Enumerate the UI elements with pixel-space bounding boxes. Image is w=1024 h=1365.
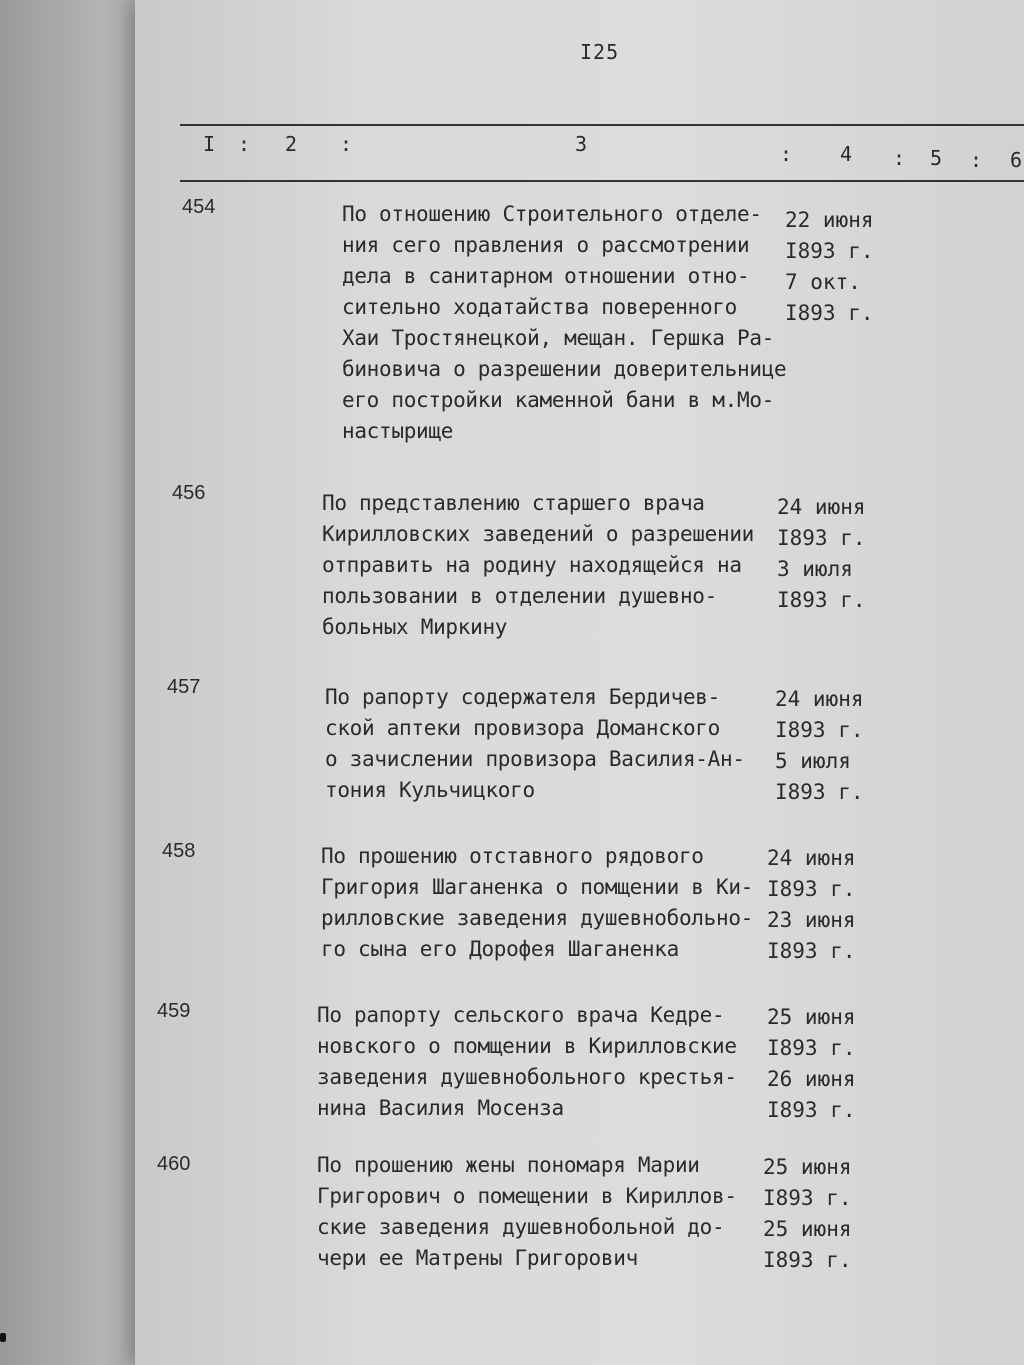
- entry-number: 460: [157, 1153, 191, 1175]
- entry-dates: 24 июня I893 г. 3 июля I893 г.: [777, 495, 866, 612]
- column-header-2: 2: [285, 132, 298, 156]
- column-separator: :: [780, 142, 793, 166]
- header-rule-top: [180, 124, 1024, 126]
- column-separator: :: [893, 146, 906, 170]
- column-header-5: 5: [930, 146, 943, 170]
- column-separator: :: [238, 132, 251, 156]
- entry-number: 458: [162, 840, 196, 862]
- entry-dates: 24 июня I893 г. 23 июня I893 г.: [767, 846, 856, 963]
- entry-description: По представлению старшего врача Кирилловских заведений о разрешении отправить на родину находящейся на пользовании в отделении душевно- больных Миркину: [322, 491, 755, 639]
- entry-number: 459: [157, 1000, 191, 1022]
- entry-description: По отношению Строительного отделе- ния сего правления о рассмотрении дела в санитарном отношении отно- сительно ходатайства поверенного Хаи Тростянецкой, мещан. Гершка Ра- биновича о разрешении доверительнице его постройки каменной бани в м.Мо- настырище: [342, 202, 787, 443]
- document-page: [135, 0, 1024, 1365]
- entry-number: 456: [172, 482, 206, 504]
- entry-description: По прошению отставного рядового Григория Шаганенка о помщении в Ки- рилловские заведения душевнобольно- го сына его Дорофея Шаганенка: [321, 844, 754, 961]
- entry-dates: 25 июня I893 г. 25 июня I893 г.: [763, 1155, 852, 1272]
- entry-dates: 22 июня I893 г. 7 окт. I893 г.: [785, 208, 874, 325]
- entry-dates: 24 июня I893 г. 5 июля I893 г.: [775, 687, 864, 804]
- column-header-4: 4: [840, 142, 853, 166]
- entry-dates: 25 июня I893 г. 26 июня I893 г.: [767, 1005, 856, 1122]
- entry-number: 457: [167, 676, 201, 698]
- ink-mark: [0, 1333, 6, 1342]
- column-header-1: I: [203, 132, 216, 156]
- column-header-6: 6: [1010, 148, 1023, 172]
- column-header-3: 3: [575, 132, 588, 156]
- column-header-row: [135, 132, 1024, 172]
- entry-description: По рапорту сельского врача Кедре- новского о помщении в Кирилловские заведения душевнобольного крестья- нина Василия Мосенза: [317, 1003, 737, 1120]
- column-separator: :: [970, 148, 983, 172]
- entry-number: 454: [182, 196, 216, 218]
- entry-description: По рапорту содержателя Бердичев- ской аптеки провизора Доманского о зачислении провизора Василия-Ан- тония Кульчицкого: [325, 685, 745, 802]
- page-number: I25: [580, 40, 620, 64]
- header-rule-bottom: [180, 180, 1024, 182]
- column-separator: :: [340, 132, 353, 156]
- entry-description: По прошению жены пономаря Марии Григорович о помещении в Кириллов- ские заведения душевнобольной до- чери ее Матрены Григорович: [317, 1153, 737, 1270]
